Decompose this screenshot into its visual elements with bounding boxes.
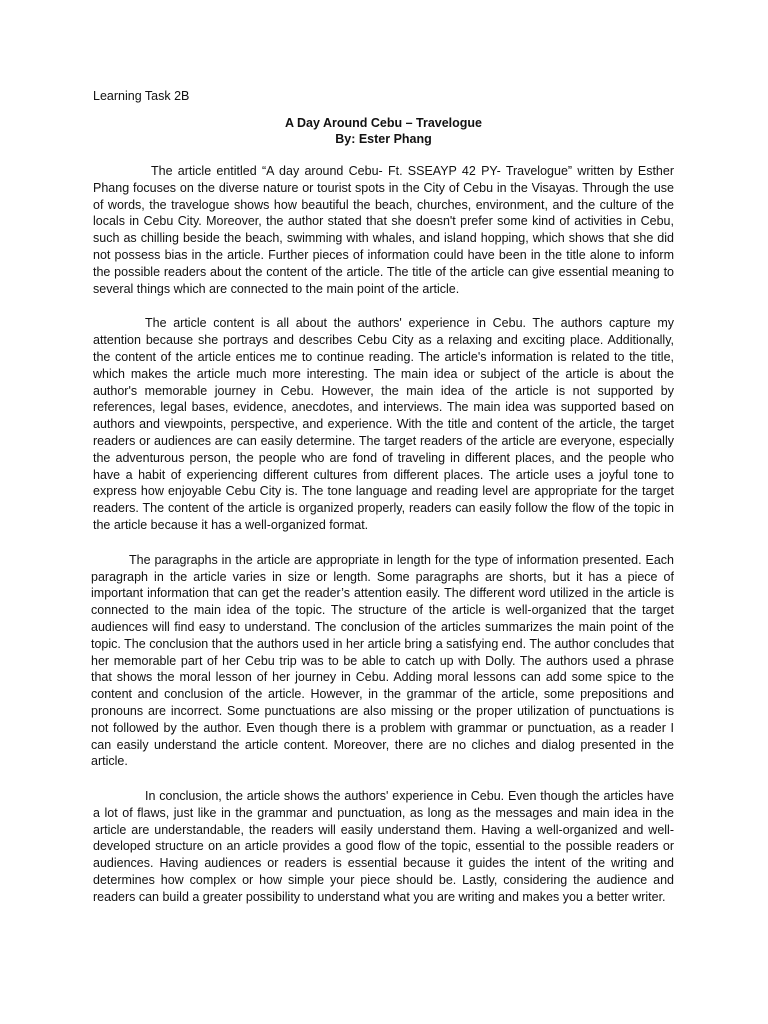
paragraph-structure: The paragraphs in the article are appropriate in length for the type of information presented. Each paragraph in the article varies in size or length. Some paragraphs are shorts, but it has a piece of important information that can get the reader’s attention easily. The different word utilized in the article is connected to the main idea of the topic. The structure of the article is well-organized that the target audiences will find easy to understand. The conclusion of the articles summarizes the main point of the topic. The conclusion that the authors used in her article bring a satisfying end. The author concludes that her memorable part of her Cebu trip was to be able to catch up with Dolly. The authors used a phrase that shows the moral lesson of her journey in Cebu. Adding moral lessons can add some spice to the content and conclusion of the article. However, in the grammar of the article, some prepositions and pronouns are incorrect. Some punctuations are also missing or the proper utilization of punctuations is not followed by the author. Even though there is a problem with grammar or punctuation, as a reader I can easily understand the article content. Moreover, there are no cliches and dialog presented in the article. bbox=[91, 552, 674, 769]
paragraph-introduction: The article entitled “A day around Cebu- Ft. SSEAYP 42 PY- Travelogue” written by Esther Phang focuses on the diverse nature or tourist spots in the City of Cebu in the Visayas. Through the use of words, the travelogue shows how beautiful the beach, churches, environment, and the culture of the locals in Cebu City. Moreover, the author stated that she doesn't prefer some kind of activities in Cebu, such as chilling beside the beach, swimming with whales, and island hopping, which shows that she did not possess bias in the article. Further pieces of information could have been in the title alone to inform the possible readers about the content of the article. The title of the article can give essential meaning to several things which are connected to the main point of the article. bbox=[93, 164, 674, 296]
document-title: A Day Around Cebu – Travelogue bbox=[284, 116, 483, 130]
task-label: Learning Task 2B bbox=[93, 89, 190, 103]
paragraph-content: The article content is all about the authors' experience in Cebu. The authors capture my attention because she portrays and describes Cebu City as a relaxing and exciting place. Additionally, the content of the article entices me to continue reading. The article's information is related to the title, which makes the article much more interesting. The main idea or subject of the article is about the author's memorable journey in Cebu. However, the main idea of the article is not supported by references, legal bases, evidence, anecdotes, and interviews. The main idea was supported based on authors and viewpoints, perspective, and experience. With the title and content of the article, the target readers or audiences are can easily determine. The target readers of the article are everyone, especially the adventurous person, the people who are fond of traveling in different places, and the people who have a habit of experiencing different cultures from different places. The article uses a joyful tone to express how enjoyable Cebu City is. The tone language and reading level are appropriate for the target readers. The content of the article is organized properly, readers can easily follow the flow of the topic in the article because it has a well-organized format. bbox=[93, 316, 674, 532]
paragraph-conclusion: In conclusion, the article shows the authors' experience in Cebu. Even though the articles have a lot of flaws, just like in the grammar and punctuation, as long as the messages and main idea in the article are understandable, the readers will easily understand them. Having a well-organized and well-developed structure on an article provides a good flow of the topic, essential to the possible readers or audiences. Having audiences or readers is essential because it guides the intent of the writing and determines how complex or how simple your piece should be. Lastly, considering the audience and readers can build a greater possibility to understand what you are writing and makes you a better writer. bbox=[93, 789, 674, 904]
document-byline: By: Ester Phang bbox=[335, 132, 432, 146]
